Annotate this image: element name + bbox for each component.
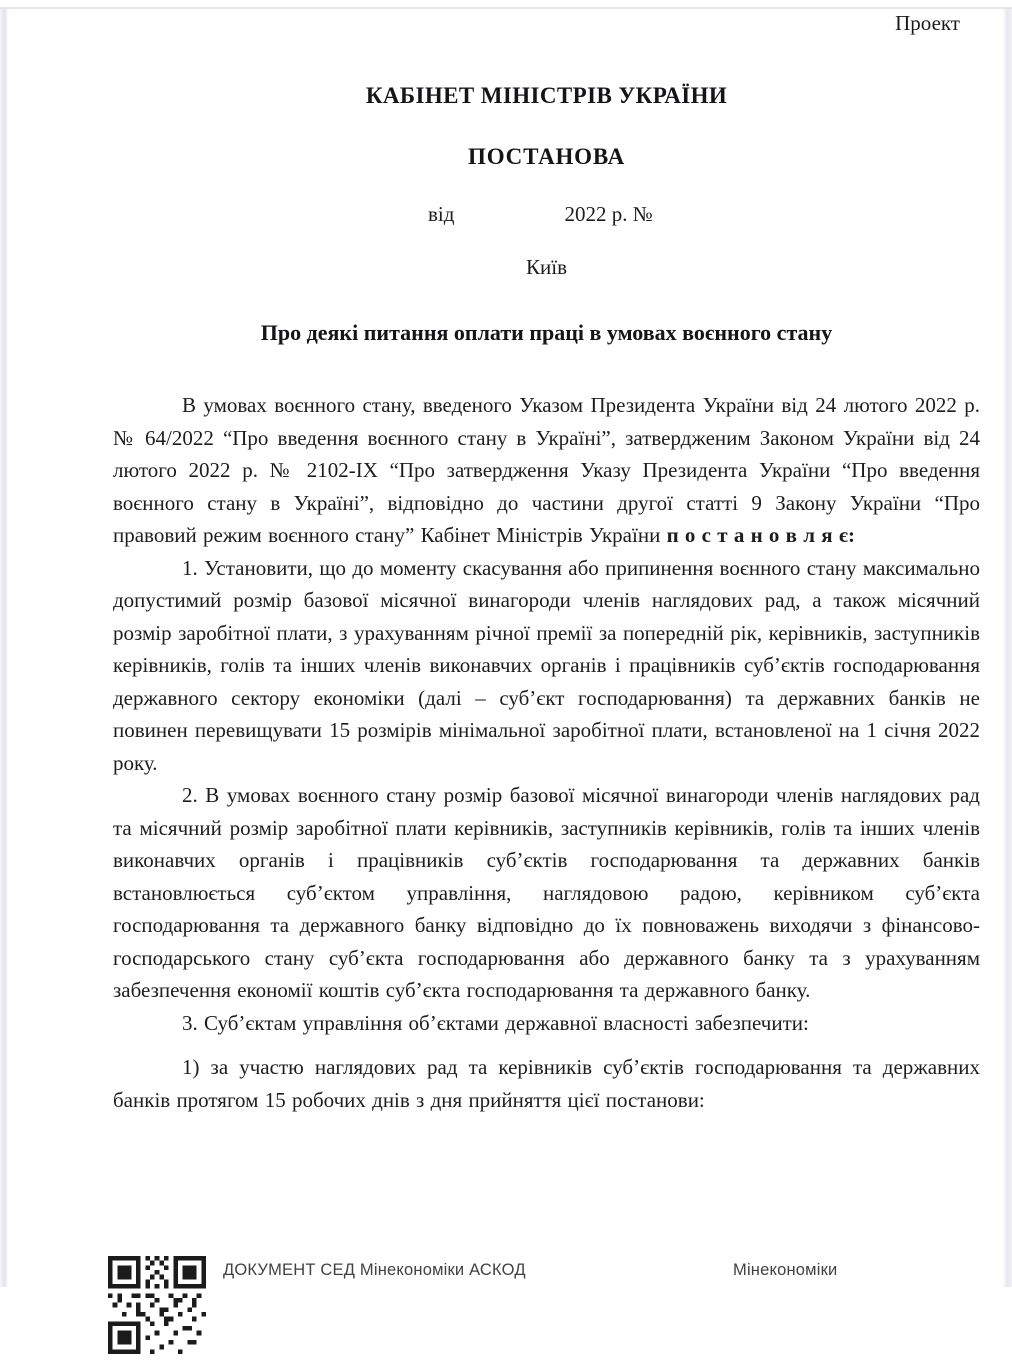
city-name: Київ (526, 255, 567, 279)
page-top-edge (0, 7, 1012, 9)
paragraph-item-1: 1. Установити, що до моменту скасування або припинення воєнного стану максимально допустимий розмір базової місячної винагороди членів наглядових рад, а також місячний розмір заробітної плати, з урахуванням річної премії за попередній рік, керівників, заступників керівників, голів та інших членів виконавчих органів і працівників суб’єктів господарювання державного сектору економіки (далі – суб’єкт господарювання) та державних банків не повинен перевищувати 15 розмірів мінімальної заробітної плати, встановленої на 1 січня 2022 року. (113, 555, 980, 775)
paragraph-item-2: 2. В умовах воєнного стану розмір базової місячної винагороди членів наглядових рад та місячний розмір заробітної плати керівників, заступників керівників, голів та інших членів виконавчих органів і працівників суб’єктів господарювання та державних банків встановлюється суб’єктом управління, наглядовою радою, керівником суб’єкта господарювання та державного банку відповідно до їх повноважень виходячи з фінансово-господарського стану суб’єкта господарювання або державного банку та з урахуванням забезпечення економії коштів суб’єкта господарювання та державного банку. (113, 783, 980, 1002)
document-page (0, 7, 1012, 1287)
qr-code (108, 1256, 206, 1354)
document-title: Про деякі питання оплати праці в умовах воєнного стану (260, 319, 833, 345)
intro-text: В умовах воєнного стану, введеного Указом Президента України від 24 лютого 2022 р. № 64/2022 “Про введення воєнного стану в Україні”, затвердженим Законом України від 24 лютого 2022 р. № 2102-IX “Про затвердження Указу Президента України “Про введення воєнного стану в Україні”, відповідно до частини другої статті 9 Закону України “Про правовий режим воєнного стану” Кабінет Міністрів України (113, 393, 980, 547)
footer (108, 1254, 1012, 1364)
date-prefix: від (428, 201, 455, 226)
document-body (113, 7, 980, 1116)
page-right-edge (1003, 7, 1012, 1287)
document-type: ПОСТАНОВА (468, 144, 625, 169)
ministry-label: Мінекономіки (733, 1261, 838, 1279)
sed-system-label: ДОКУМЕНТ СЕД Мінекономіки АСКОД (223, 1261, 526, 1279)
decree-word: п о с т а н о в л я є: (666, 523, 855, 547)
draft-watermark: Проект (895, 11, 960, 35)
date-line (113, 198, 980, 231)
institution-name: КАБІНЕТ МІНІСТРІВ УКРАЇНИ (365, 82, 728, 108)
page-left-edge (0, 7, 8, 1287)
date-number: 2022 р. № (564, 201, 653, 226)
paragraph-item-3: 3. Суб’єктам управління об’єктами державної власності забезпечити: (182, 1010, 809, 1035)
intro-paragraph (113, 389, 980, 552)
paragraph-item-3-sub-1: 1) за участю наглядових рад та керівників суб’єктів господарювання та державних банків протягом 15 робочих днів з дня прийняття цієї постанови: (113, 1055, 980, 1112)
